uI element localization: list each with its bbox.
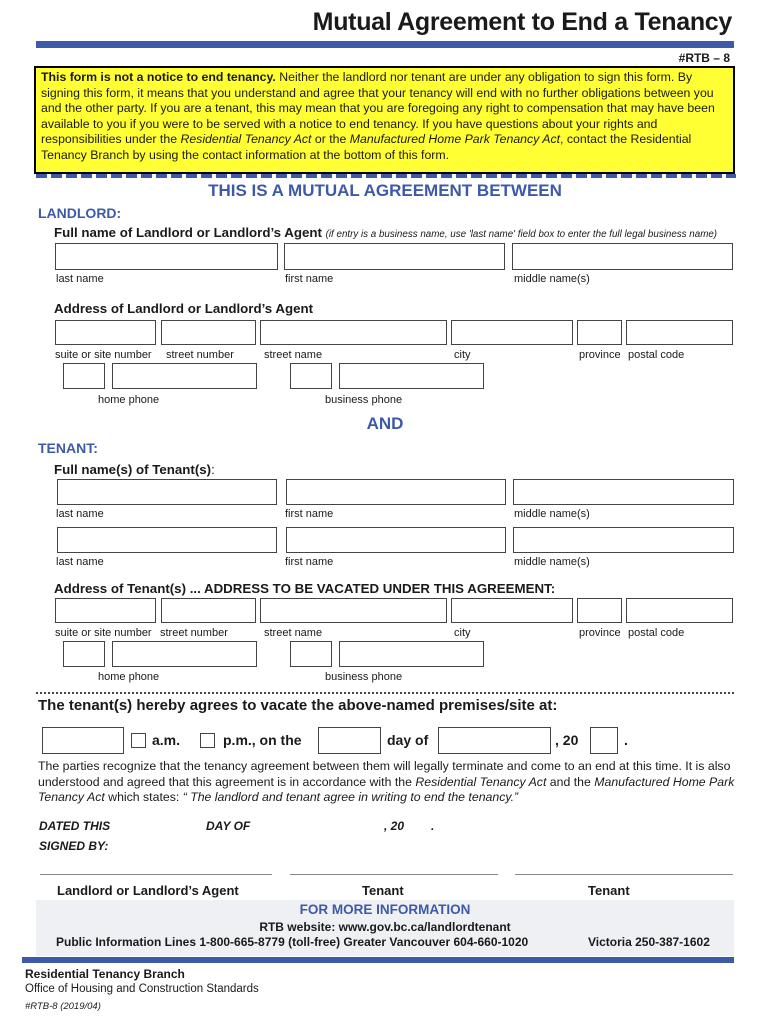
landlord-suite-field[interactable] (55, 320, 156, 345)
landlord-signature-label: Landlord or Landlord’s Agent (57, 883, 239, 898)
tenant1-last-name-caption: last name (56, 508, 104, 520)
landlord-name-label-text: Full name of Landlord or Landlord’s Agent (54, 225, 322, 240)
tenant-city-caption: city (454, 627, 471, 639)
tenant2-first-name-field[interactable] (286, 527, 506, 553)
tenant-street-name-field[interactable] (260, 598, 447, 623)
dotted-divider (36, 692, 734, 694)
vacate-period: . (624, 732, 628, 748)
landlord-postal-code-caption: postal code (628, 349, 685, 361)
tenant2-middle-name-caption: middle name(s) (514, 556, 590, 568)
paragraph-act-1: Residential Tenancy Act (415, 774, 547, 789)
landlord-street-name-field[interactable] (260, 320, 447, 345)
landlord-business-area-code-field[interactable] (290, 363, 332, 389)
tenant-name-label-text: Full name(s) of Tenant(s) (54, 462, 212, 477)
sig-period: . (431, 819, 435, 833)
landlord-city-field[interactable] (451, 320, 573, 345)
footer-office: Office of Housing and Construction Standards (25, 983, 259, 995)
section-divider (36, 174, 736, 178)
tenant-business-phone-caption: business phone (325, 671, 403, 683)
landlord-home-phone-field[interactable] (112, 363, 257, 389)
tenant-street-name-caption: street name (264, 627, 323, 639)
tenant-postal-code-caption: postal code (628, 627, 685, 639)
tenant2-last-name-field[interactable] (57, 527, 277, 553)
tenant-business-area-code-field[interactable] (290, 641, 332, 667)
vacate-day-field[interactable] (318, 727, 381, 754)
signed-by-label: SIGNED BY: (39, 839, 109, 853)
landlord-home-phone-caption: home phone (98, 394, 160, 406)
form-code: #RTB – 8 (678, 51, 730, 65)
tenant1-last-name-field[interactable] (57, 479, 277, 505)
tenant2-first-name-caption: first name (285, 556, 334, 568)
tenant-home-phone-field[interactable] (112, 641, 257, 667)
paragraph-text-1: The parties recognize that the tenancy agreement between them will legally terminate and come to an end at this time. It is also understood and agreed that this agreement is in accordance with the (38, 759, 731, 789)
notice-lead: This form is not a notice to end tenancy. (41, 70, 276, 84)
tenant-home-area-code-field[interactable] (63, 641, 105, 667)
paragraph-text-2: and the (546, 774, 595, 789)
notice-box (34, 66, 735, 174)
tenant-name-label (54, 462, 215, 477)
paragraph-text-3: which states: (104, 790, 183, 805)
landlord-city-caption: city (454, 349, 471, 361)
footer-rule (22, 957, 734, 963)
landlord-province-field[interactable] (577, 320, 622, 345)
landlord-street-number-field[interactable] (161, 320, 256, 345)
form-title: Mutual Agreement to End a Tenancy (312, 8, 732, 36)
landlord-last-name-field[interactable] (55, 243, 278, 270)
tenant1-middle-name-field[interactable] (513, 479, 734, 505)
tenant-heading: TENANT: (38, 440, 98, 456)
am-label: a.m. (152, 732, 181, 748)
tenant1-first-name-field[interactable] (286, 479, 506, 505)
notice-act-2: Manufactured Home Park Tenancy Act (349, 132, 561, 147)
tenant-postal-code-field[interactable] (626, 598, 733, 623)
notice-act-1: Residential Tenancy Act (180, 132, 312, 147)
tenant-province-field[interactable] (577, 598, 622, 623)
landlord-address-label: Address of Landlord or Landlord’s Agent (54, 301, 314, 316)
landlord-last-name-caption: last name (56, 273, 104, 285)
landlord-street-name-caption: street name (264, 349, 323, 361)
landlord-first-name-field[interactable] (284, 243, 505, 270)
info-heading: FOR MORE INFORMATION (299, 902, 471, 917)
year-prefix-label: , 20 (555, 732, 579, 748)
tenant2-signature-line[interactable] (515, 874, 733, 875)
tenant2-middle-name-field[interactable] (513, 527, 734, 553)
notice-text-1: Neither the landlord nor tenant are under any obligation to sign this form. By signing this form, it means that you understand and agree that your tenancy will end with no further obligations between you and the other party. If you are a tenant, this may mean that you are foregoing any right to compensation that may have been available to you if you were to be served with a notice to end tenancy. If you have questions about your rights and responsibilities under the (41, 70, 715, 147)
vacate-year-field[interactable] (590, 727, 618, 754)
tenant1-signature-line[interactable] (290, 874, 498, 875)
vacate-month-field[interactable] (438, 727, 551, 754)
paragraph-quote: “ The landlord and tenant agree in writing to end the tenancy.” (182, 790, 519, 805)
landlord-postal-code-field[interactable] (626, 320, 733, 345)
tenant-province-caption: province (579, 627, 621, 639)
am-checkbox[interactable] (131, 733, 146, 748)
landlord-name-note: (if entry is a business name, use 'last name' field box to enter the full legal business name) (325, 229, 718, 240)
tenant2-last-name-caption: last name (56, 556, 104, 568)
footer-branch: Residential Tenancy Branch (25, 967, 185, 981)
landlord-suite-caption: suite or site number (55, 349, 152, 361)
tenant1-signature-label: Tenant (362, 883, 404, 898)
paragraph-act-2: Manufactured Home Park Tenancy Act (38, 774, 735, 805)
info-box (36, 900, 734, 956)
vacate-time-field[interactable] (42, 727, 124, 754)
agreement-paragraph (38, 759, 738, 806)
landlord-business-phone-caption: business phone (325, 394, 403, 406)
day-of-sig-label: DAY OF (206, 819, 251, 833)
landlord-street-number-caption: street number (166, 349, 234, 361)
pm-label: p.m., on the (223, 732, 302, 748)
landlord-home-area-code-field[interactable] (63, 363, 105, 389)
vacate-heading: The tenant(s) hereby agrees to vacate the above-named premises/site at: (38, 697, 558, 714)
tenant-suite-field[interactable] (55, 598, 156, 623)
tenant-address-label: Address of Tenant(s) ... ADDRESS TO BE VACATED UNDER THIS AGREEMENT: (54, 581, 556, 596)
pm-checkbox[interactable] (200, 733, 215, 748)
notice-text-2: or the (311, 132, 350, 147)
tenant-street-number-caption: street number (160, 627, 228, 639)
landlord-middle-name-caption: middle name(s) (514, 273, 590, 285)
landlord-first-name-caption: first name (285, 273, 334, 285)
notice-text-3: , contact the Residential Tenancy Branch by using the contact information at the bottom of this form. (41, 132, 692, 162)
public-info-lines: Public Information Lines 1-800-665-8779 (toll-free) Greater Vancouver 604-660-1020 (56, 935, 529, 949)
landlord-business-phone-field[interactable] (339, 363, 484, 389)
landlord-signature-line[interactable] (40, 874, 272, 875)
landlord-province-caption: province (579, 349, 621, 361)
rtb-website: RTB website: www.gov.bc.ca/landlordtenant (259, 920, 511, 934)
tenant2-signature-label: Tenant (588, 883, 630, 898)
tenant-business-phone-field[interactable] (339, 641, 484, 667)
dated-this-label: DATED THIS (39, 819, 111, 833)
landlord-middle-name-field[interactable] (512, 243, 733, 270)
header-rule (36, 41, 734, 48)
landlord-name-label (54, 225, 717, 240)
landlord-heading: LANDLORD: (38, 205, 122, 221)
tenant-name-colon: : (211, 462, 215, 477)
victoria-phone: Victoria 250-387-1602 (588, 935, 710, 949)
tenant-home-phone-caption: home phone (98, 671, 160, 683)
agreement-heading: THIS IS A MUTUAL AGREEMENT BETWEEN (208, 181, 562, 200)
tenant-suite-caption: suite or site number (55, 627, 152, 639)
tenant-city-field[interactable] (451, 598, 573, 623)
footer-form-code: #RTB-8 (2019/04) (25, 1001, 101, 1012)
day-of-label: day of (387, 732, 429, 748)
tenant1-first-name-caption: first name (285, 508, 334, 520)
tenant-street-number-field[interactable] (161, 598, 256, 623)
tenant1-middle-name-caption: middle name(s) (514, 508, 590, 520)
and-heading: AND (366, 414, 404, 433)
sig-year-prefix: , 20 (384, 819, 405, 833)
